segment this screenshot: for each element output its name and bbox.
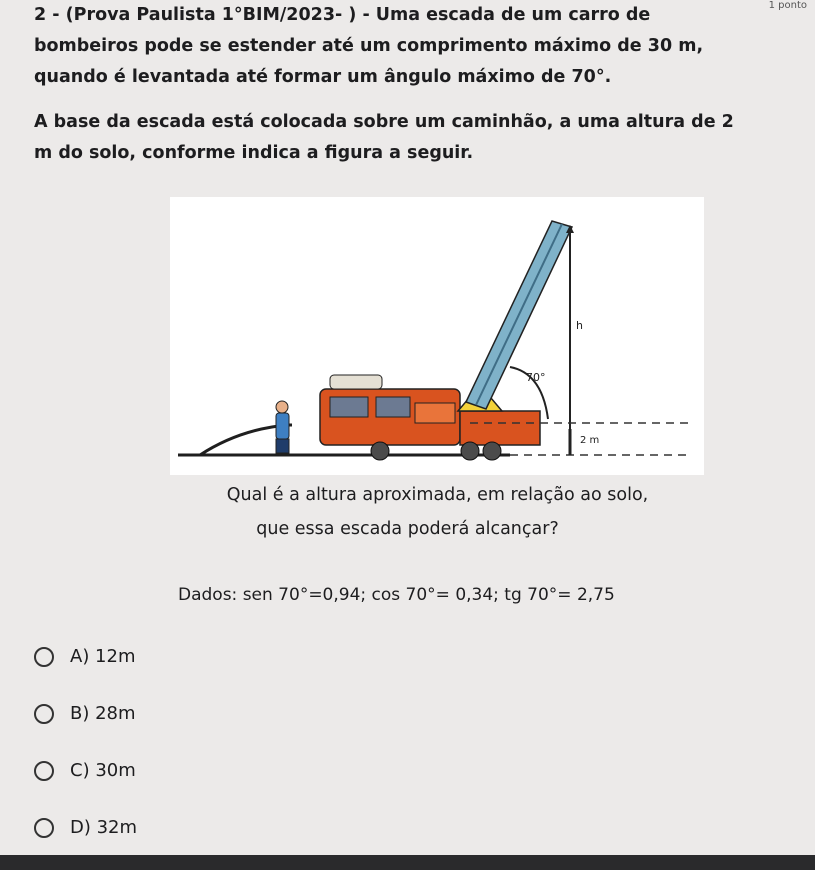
option-label: B) 28m: [70, 703, 136, 724]
bottom-bar: [0, 855, 815, 870]
answer-options: [34, 628, 137, 856]
option-d[interactable]: [34, 799, 137, 856]
fire-truck-figure: [170, 197, 704, 475]
radio-icon[interactable]: [34, 761, 54, 781]
label-2m: 2 m: [580, 435, 600, 446]
prompt-line-1: Qual é a altura aproximada, em relação ao solo,: [226, 485, 649, 505]
question-text: [34, 0, 754, 169]
radio-icon[interactable]: [34, 647, 54, 667]
option-b[interactable]: [34, 685, 137, 742]
radio-icon[interactable]: [34, 704, 54, 724]
option-label: D) 32m: [70, 817, 138, 838]
prompt-line-2: que essa escada poderá alcançar?: [256, 519, 559, 539]
radio-icon[interactable]: [34, 818, 54, 838]
given-data: Dados: sen 70°=0,94; cos 70°= 0,34; tg 70°= 2,75: [178, 585, 615, 605]
question-prompt: [0, 478, 815, 546]
label-angle: 70°: [526, 371, 546, 384]
label-h: h: [576, 319, 583, 332]
points-label: 1 ponto: [768, 0, 807, 11]
option-c[interactable]: [34, 742, 137, 799]
option-a[interactable]: [34, 628, 137, 685]
question-paragraph-1: 2 - (Prova Paulista 1°BIM/2023- ) - Uma escada de um carro de bombeiros pode se estender até um comprimento máximo de 30 m, quando é levantada até formar um ângulo máximo de 70°.: [34, 5, 704, 87]
firefighter: [276, 401, 289, 453]
option-label: C) 30m: [70, 760, 136, 781]
question-paragraph-2: A base da escada está colocada sobre um caminhão, a uma altura de 2 m do solo, conforme indica a figura a seguir.: [34, 112, 734, 163]
fire-truck-illustration: [170, 197, 704, 475]
option-label: A) 12m: [70, 646, 136, 667]
